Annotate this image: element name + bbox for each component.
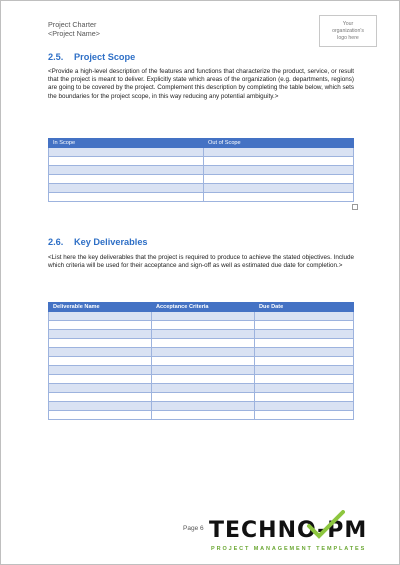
deliverables-table-cell[interactable] [49, 339, 152, 348]
scope-table-cell[interactable] [204, 175, 354, 184]
deliverables-table-cell[interactable] [49, 348, 152, 357]
scope-table-cell[interactable] [49, 166, 204, 175]
table-row [49, 348, 354, 357]
deliverables-table-cell[interactable] [49, 375, 152, 384]
table-row [49, 339, 354, 348]
brand-main-text: TECHNO-PM [209, 518, 368, 543]
table-row [49, 384, 354, 393]
table-row [49, 357, 354, 366]
scope-title: Project Scope [74, 52, 136, 62]
table-row [49, 312, 354, 321]
scope-table-cell[interactable] [49, 148, 204, 157]
deliverables-table-cell[interactable] [255, 411, 354, 420]
deliverables-table-cell[interactable] [49, 357, 152, 366]
deliverables-table-cell[interactable] [152, 366, 255, 375]
table-row [49, 393, 354, 402]
deliverables-table-header [49, 303, 354, 312]
deliverables-table-cell[interactable] [255, 402, 354, 411]
scope-number: 2.5. [48, 52, 64, 62]
deliverables-table-cell[interactable] [49, 402, 152, 411]
scope-description: <Provide a high-level description of the features and functions that characterize the product, service, or result that the project is meant to deliver. Explicitly state which areas of the organization (e.g. departments, regions) are going to be covered by the project. Complement this description by completing the table below, which sets the boundaries for the project scope, in this way reducing any potential ambiguity.> [48, 68, 354, 100]
deliverables-table-cell[interactable] [49, 321, 152, 330]
deliverables-table-cell[interactable] [152, 402, 255, 411]
scope-table-body [49, 148, 354, 202]
scope-table-cell[interactable] [204, 184, 354, 193]
deliverables-table-cell[interactable] [255, 384, 354, 393]
deliverables-table-cell[interactable] [152, 339, 255, 348]
page-number: Page 6 [183, 525, 204, 532]
deliverables-table-cell[interactable] [49, 366, 152, 375]
scope-table-cell[interactable] [204, 148, 354, 157]
deliverables-table-cell[interactable] [152, 312, 255, 321]
table-row [49, 411, 354, 420]
scope-heading [48, 52, 135, 62]
col-in-scope: In Scope [49, 139, 204, 148]
deliverables-table-cell[interactable] [152, 393, 255, 402]
deliverables-table-cell[interactable] [255, 366, 354, 375]
deliverables-table-cell[interactable] [255, 393, 354, 402]
deliverables-table-cell[interactable] [152, 357, 255, 366]
deliverables-table-cell[interactable] [49, 330, 152, 339]
scope-table-cell[interactable] [204, 193, 354, 202]
table-row [49, 402, 354, 411]
scope-table-cell[interactable] [204, 166, 354, 175]
table-row [49, 184, 354, 193]
col-due-date: Due Date [255, 303, 354, 312]
logo-placeholder [319, 15, 377, 47]
deliverables-table-body [49, 312, 354, 420]
page-header [48, 20, 100, 38]
table-row [49, 193, 354, 202]
scope-table-header [49, 139, 354, 148]
deliverables-title: Key Deliverables [74, 237, 148, 247]
project-name: <Project Name> [48, 29, 100, 38]
table-row [49, 148, 354, 157]
deliverables-table-cell[interactable] [255, 330, 354, 339]
scope-table-cell[interactable] [204, 157, 354, 166]
table-row [49, 157, 354, 166]
table-resize-handle[interactable] [352, 204, 358, 210]
deliverables-table-cell[interactable] [152, 384, 255, 393]
checkmark-icon [305, 510, 345, 540]
deliverables-table [48, 302, 354, 420]
deliverables-table-cell[interactable] [49, 411, 152, 420]
document-title: Project Charter [48, 20, 97, 29]
brand-logo [209, 518, 385, 558]
deliverables-heading [48, 237, 148, 247]
deliverables-table-cell[interactable] [255, 375, 354, 384]
scope-table-cell[interactable] [49, 193, 204, 202]
logo-placeholder-text: Your organization's logo here [332, 20, 364, 41]
scope-table-cell[interactable] [49, 184, 204, 193]
scope-table-cell[interactable] [49, 157, 204, 166]
table-row [49, 366, 354, 375]
table-row [49, 375, 354, 384]
deliverables-table-cell[interactable] [49, 393, 152, 402]
deliverables-number: 2.6. [48, 237, 64, 247]
deliverables-table-cell[interactable] [255, 348, 354, 357]
deliverables-table-cell[interactable] [49, 312, 152, 321]
col-acceptance-criteria: Acceptance Criteria [152, 303, 255, 312]
col-out-of-scope: Out of Scope [204, 139, 354, 148]
scope-table-cell[interactable] [49, 175, 204, 184]
table-row [49, 175, 354, 184]
deliverables-table-cell[interactable] [255, 357, 354, 366]
deliverables-table-cell[interactable] [255, 312, 354, 321]
deliverables-description: <List here the key deliverables that the project is required to produce to achieve the stated objectives. Include which criteria will be used for their acceptance and sign-off as well as estimated due date for completion.> [48, 254, 354, 270]
table-row [49, 166, 354, 175]
deliverables-table-cell[interactable] [255, 339, 354, 348]
deliverables-table-cell[interactable] [152, 330, 255, 339]
deliverables-table-cell[interactable] [255, 321, 354, 330]
brand-tagline: PROJECT MANAGEMENT TEMPLATES [211, 546, 367, 552]
deliverables-table-cell[interactable] [152, 411, 255, 420]
table-row [49, 321, 354, 330]
deliverables-table-cell[interactable] [152, 375, 255, 384]
col-deliverable-name: Deliverable Name [49, 303, 152, 312]
deliverables-table-cell[interactable] [49, 384, 152, 393]
scope-table [48, 138, 354, 202]
table-row [49, 330, 354, 339]
deliverables-table-cell[interactable] [152, 321, 255, 330]
deliverables-table-cell[interactable] [152, 348, 255, 357]
